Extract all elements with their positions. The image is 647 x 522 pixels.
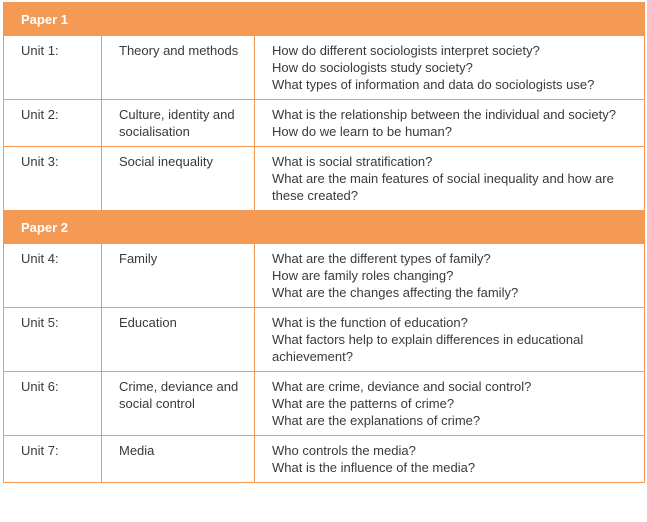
unit-questions [255, 36, 645, 100]
question: How do different sociologists interpret society? [272, 43, 540, 58]
question: What is the relationship between the individual and society? [272, 107, 616, 122]
question: What types of information and data do sociologists use? [272, 77, 595, 92]
table-row [4, 36, 645, 100]
unit-questions [255, 147, 645, 211]
paper-title: Paper 2 [4, 211, 645, 244]
question: What are the changes affecting the family? [272, 285, 519, 300]
unit-number: Unit 1: [4, 36, 102, 100]
unit-number: Unit 6: [4, 372, 102, 436]
unit-questions [255, 244, 645, 308]
paper-header-row [4, 3, 645, 36]
table-row [4, 244, 645, 308]
table-row [4, 436, 645, 483]
table-row [4, 308, 645, 372]
paper-header-row [4, 211, 645, 244]
unit-number: Unit 3: [4, 147, 102, 211]
unit-number: Unit 4: [4, 244, 102, 308]
unit-topic: Crime, deviance and social control [102, 372, 255, 436]
unit-topic: Social inequality [102, 147, 255, 211]
table-row [4, 372, 645, 436]
question: What are the main features of social inequality and how are these created? [272, 171, 614, 203]
unit-topic: Family [102, 244, 255, 308]
table-row [4, 100, 645, 147]
unit-number: Unit 2: [4, 100, 102, 147]
unit-topic: Education [102, 308, 255, 372]
question: How are family roles changing? [272, 268, 454, 283]
question: Who controls the media? [272, 443, 416, 458]
table-row [4, 147, 645, 211]
unit-questions [255, 436, 645, 483]
syllabus-table-body [4, 3, 645, 483]
unit-topic: Culture, identity and socialisation [102, 100, 255, 147]
unit-questions [255, 308, 645, 372]
question: What is social stratification? [272, 154, 433, 169]
question: What are the explanations of crime? [272, 413, 481, 428]
paper-title: Paper 1 [4, 3, 645, 36]
question: How do we learn to be human? [272, 124, 452, 139]
question: What are the patterns of crime? [272, 396, 455, 411]
question: What are the different types of family? [272, 251, 491, 266]
unit-topic: Theory and methods [102, 36, 255, 100]
question: What is the influence of the media? [272, 460, 476, 475]
unit-number: Unit 7: [4, 436, 102, 483]
question: What is the function of education? [272, 315, 468, 330]
unit-topic: Media [102, 436, 255, 483]
unit-questions [255, 100, 645, 147]
unit-number: Unit 5: [4, 308, 102, 372]
question: What are crime, deviance and social control? [272, 379, 532, 394]
unit-questions [255, 372, 645, 436]
syllabus-table [3, 2, 645, 483]
question: How do sociologists study society? [272, 60, 473, 75]
question: What factors help to explain differences in educational achievement? [272, 332, 584, 364]
